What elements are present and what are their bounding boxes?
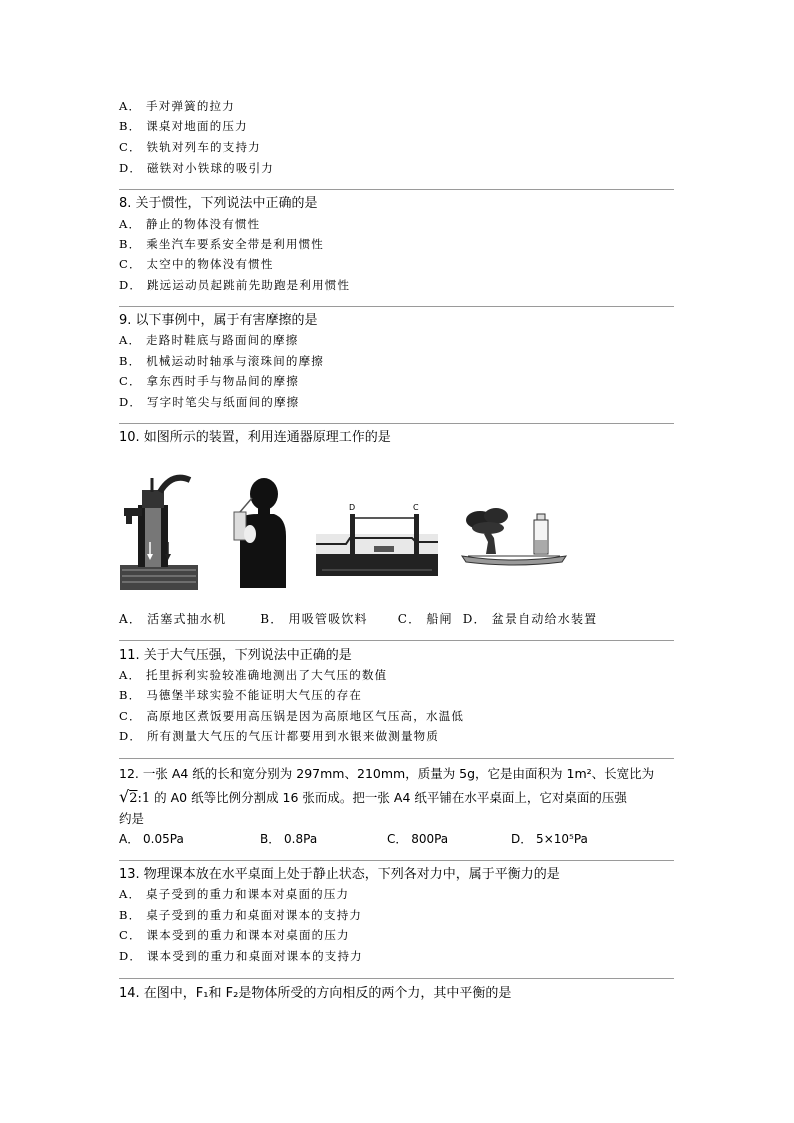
q10-stem: 10. 如图所示的装置，利用连通器原理工作的是 [119, 430, 391, 445]
divider [119, 978, 674, 979]
q13-option-d: D． 课本受到的重力和桌面对课本的支持力 [119, 949, 363, 963]
divider [119, 306, 674, 307]
q10-options [119, 611, 597, 627]
q13-option-b: B． 桌子受到的重力和桌面对课本的支持力 [119, 908, 363, 922]
q12-option-c: C． 800Pa [387, 832, 449, 846]
q10-option-a: A． 活塞式抽水机 [119, 612, 227, 626]
q7-option-d: D． 磁铁对小铁球的吸引力 [119, 161, 274, 175]
q13-stem: 13. 物理课本放在水平桌面上处于静止状态，下列各对力中，属于平衡力的是 [119, 867, 560, 882]
q11-option-a: A． 托里拆利实验较准确地测出了大气压的数值 [119, 668, 388, 682]
q11-stem: 11. 关于大气压强，下列说法中正确的是 [119, 648, 352, 663]
divider [119, 758, 674, 759]
q9-option-a: A． 走路时鞋底与路面间的摩擦 [119, 333, 299, 347]
q14-stem: 14. 在图中，F₁和 F₂是物体所受的方向相反的两个力，其中平衡的是 [119, 986, 512, 1001]
ship-lock-figure [316, 498, 438, 576]
q13-option-c: C． 课本受到的重力和课本对桌面的压力 [119, 928, 350, 942]
q7-option-b: B． 课桌对地面的压力 [119, 119, 248, 133]
divider [119, 189, 674, 190]
divider [119, 860, 674, 861]
q10-option-c: C． 船闸 [397, 612, 453, 626]
q10-option-d: D． 盆景自动给水装置 [462, 612, 598, 626]
ship-lock-label-c: C [413, 503, 419, 512]
q12-line2-text: 的 A0 纸等比例分割成 16 张而成。把一张 A4 纸平铺在水平桌面上，它对桌面的压强 [150, 790, 627, 805]
q12-line3: 约是 [119, 811, 145, 826]
sqrt-ratio: √2:1 [119, 787, 151, 806]
bonsai-watering-figure [458, 506, 570, 566]
q9-option-b: B． 机械运动时轴承与滚珠间的摩擦 [119, 354, 325, 368]
q13-option-a: A． 桌子受到的重力和课本对桌面的压力 [119, 887, 350, 901]
q11-option-d: D． 所有测量大气压的气压计都要用到水银来做测量物质 [119, 729, 440, 743]
q7-option-a: A． 手对弹簧的拉力 [119, 99, 235, 113]
q12-option-b: B． 0.8Pa [260, 832, 318, 846]
straw-drinking-figure [228, 476, 290, 588]
divider [119, 423, 674, 424]
q8-option-d: D． 跳远运动员起跳前先助跑是利用惯性 [119, 278, 351, 292]
q8-stem: 8. 关于惯性，下列说法中正确的是 [119, 196, 318, 211]
q11-option-b: B． 马德堡半球实验不能证明大气压的存在 [119, 688, 363, 702]
q10-option-b: B． 用吸管吸饮料 [260, 612, 368, 626]
q11-option-c: C． 高原地区煮饭要用高压锅是因为高原地区气压高，水温低 [119, 709, 465, 723]
q8-option-c: C． 太空中的物体没有惯性 [119, 257, 274, 271]
divider [119, 640, 674, 641]
q12-line1: 12. 一张 A4 纸的长和宽分别为 297mm、210mm，质量为 5g，它是由面积为 1m²、长宽比为 [119, 766, 655, 781]
q8-option-b: B． 乘坐汽车要系安全带是利用惯性 [119, 237, 325, 251]
piston-pump-figure [120, 470, 198, 590]
ship-lock-label-d: D [349, 503, 356, 512]
q8-option-a: A． 静止的物体没有惯性 [119, 217, 261, 231]
q9-option-c: C． 拿东西时手与物品间的摩擦 [119, 374, 299, 388]
q12-option-a: A． 0.05Pa [119, 832, 184, 846]
q12-line2 [119, 788, 627, 808]
q9-stem: 9. 以下事例中，属于有害摩擦的是 [119, 313, 318, 328]
q9-option-d: D． 写字时笔尖与纸面间的摩擦 [119, 395, 300, 409]
q12-option-d: D． 5×10⁵Pa [511, 832, 588, 846]
q7-option-c: C． 铁轨对列车的支持力 [119, 140, 261, 154]
